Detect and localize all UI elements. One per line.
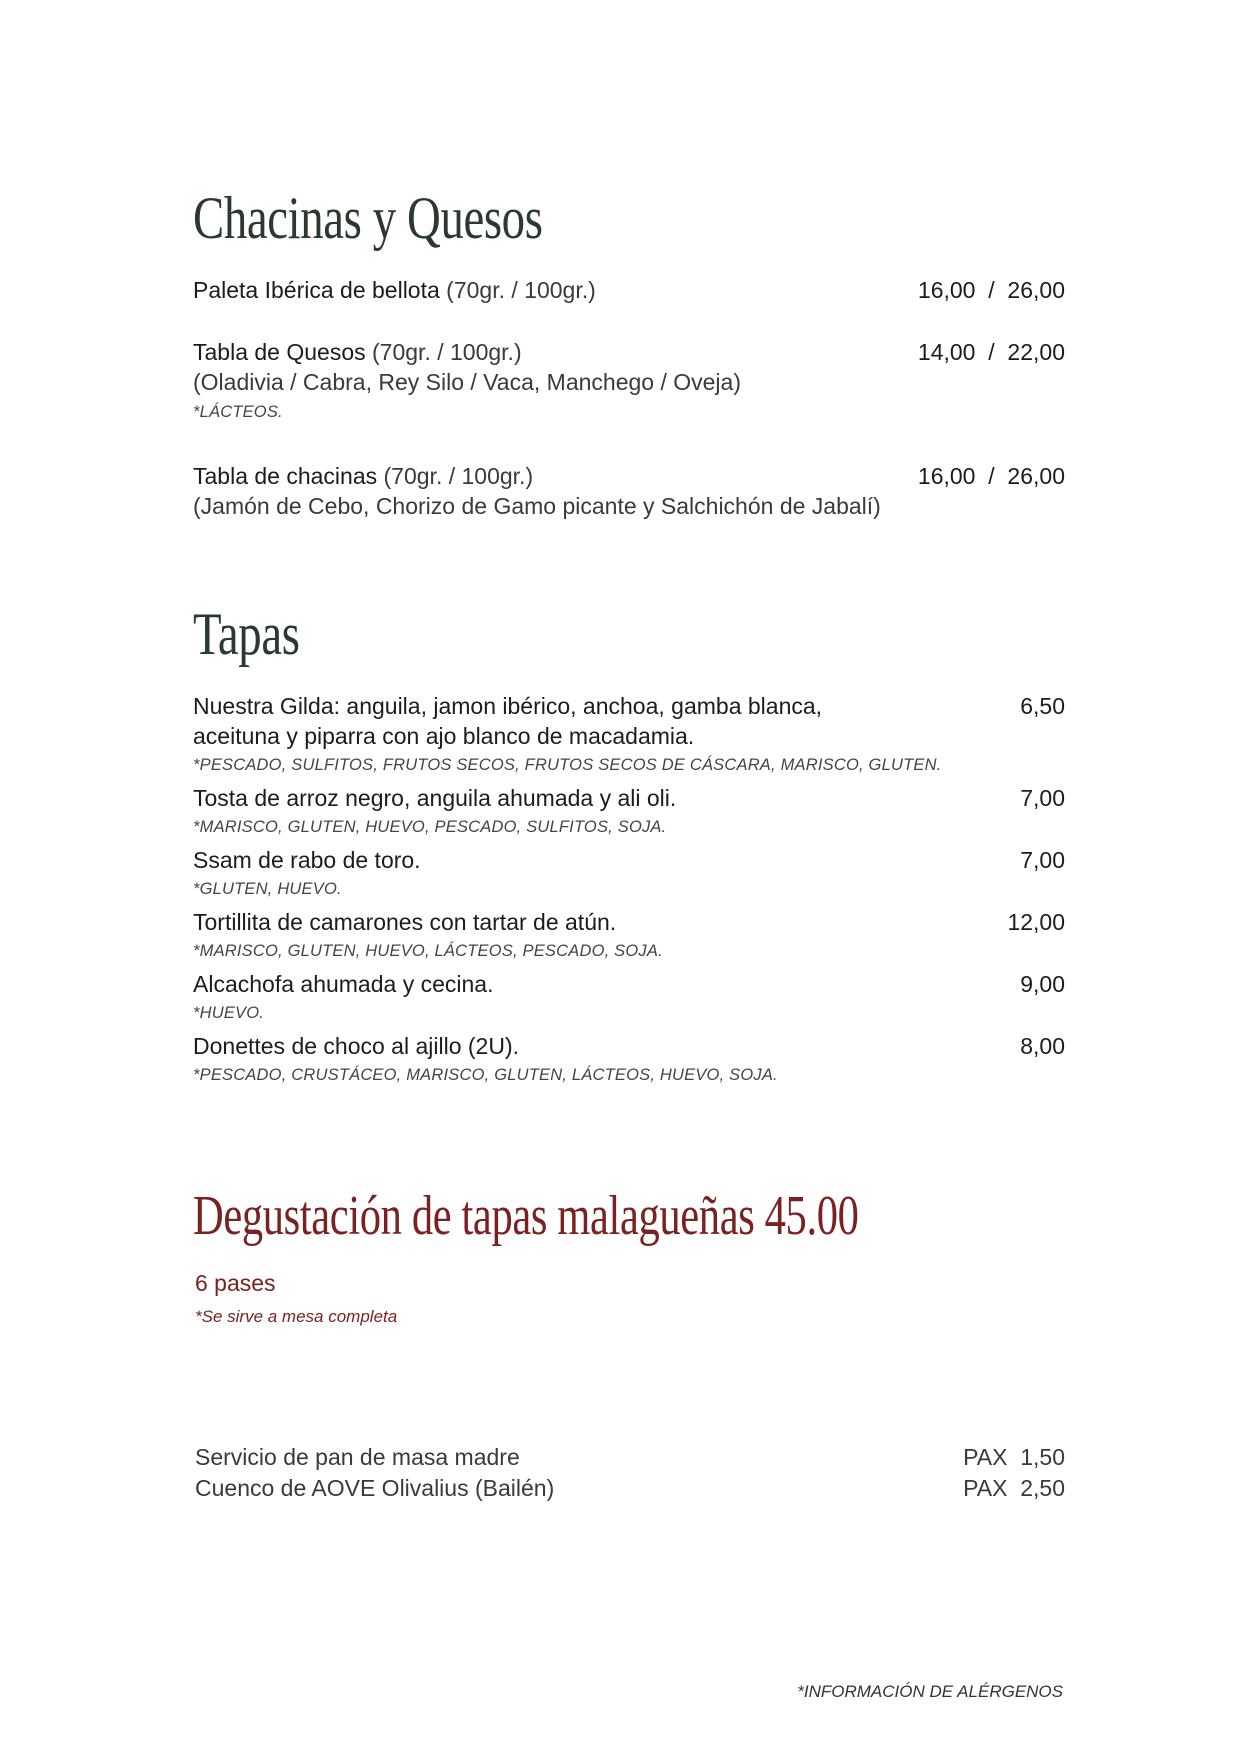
item-name: Tabla de Quesos bbox=[193, 339, 366, 365]
item-detail: (70gr. / 100gr.) bbox=[377, 463, 534, 489]
menu-item-gilda bbox=[193, 691, 1065, 776]
item-name: Alcachofa ahumada y cecina. bbox=[193, 971, 494, 997]
item-name: Tortillita de camarones con tartar de atún. bbox=[193, 909, 617, 935]
item-name: Cuenco de AOVE Olivalius (Bailén) bbox=[195, 1475, 555, 1501]
menu-item-alcachofa bbox=[193, 969, 1065, 1024]
section-title-tapas: Tapas bbox=[193, 601, 300, 667]
section-title-degustacion: Degustación de tapas malagueñas 45.00 bbox=[193, 1185, 859, 1247]
item-name: Servicio de pan de masa madre bbox=[195, 1444, 520, 1470]
degustacion-passes: 6 pases bbox=[195, 1270, 276, 1296]
item-name: Tabla de chacinas bbox=[193, 463, 378, 489]
item-price: PAX 2,50 bbox=[963, 1475, 1065, 1501]
item-price: 7,00 bbox=[1020, 785, 1065, 811]
item-allergens: *HUEVO. bbox=[193, 1004, 265, 1022]
extras-list bbox=[195, 1442, 1065, 1504]
menu-item-tabla-quesos bbox=[193, 337, 1065, 423]
menu-item-tabla-chacinas bbox=[193, 461, 1065, 521]
item-price: 16,00 / 26,00 bbox=[917, 277, 1065, 303]
item-name-continued: aceituna y piparra con ajo blanco de macadamia. bbox=[193, 723, 695, 749]
item-price: 12,00 bbox=[1007, 909, 1065, 935]
item-allergens: *PESCADO, SULFITOS, FRUTOS SECOS, FRUTOS SECOS DE CÁSCARA, MARISCO, GLUTEN. bbox=[193, 756, 942, 774]
menu-item-ssam bbox=[193, 845, 1065, 900]
item-name: Nuestra Gilda: anguila, jamon ibérico, anchoa, gamba blanca, bbox=[193, 693, 823, 719]
item-price: 6,50 bbox=[1020, 693, 1065, 719]
item-name: Donettes de choco al ajillo (2U). bbox=[193, 1033, 519, 1059]
section-title-chacinas: Chacinas y Quesos bbox=[193, 185, 543, 251]
item-name: Ssam de rabo de toro. bbox=[193, 847, 421, 873]
menu-item-tortillita bbox=[193, 907, 1065, 962]
item-name: Tosta de arroz negro, anguila ahumada y ali oli. bbox=[193, 785, 677, 811]
item-price: 9,00 bbox=[1020, 971, 1065, 997]
item-name: Paleta Ibérica de bellota bbox=[193, 277, 440, 303]
item-description: (Oladivia / Cabra, Rey Silo / Vaca, Manchego / Oveja) bbox=[193, 369, 741, 395]
degustacion-note: *Se sirve a mesa completa bbox=[195, 1307, 398, 1326]
menu-item-paleta bbox=[193, 275, 1065, 305]
item-detail: (70gr. / 100gr.) bbox=[439, 277, 596, 303]
item-allergens: *GLUTEN, HUEVO. bbox=[193, 880, 342, 898]
item-allergens: *MARISCO, GLUTEN, HUEVO, PESCADO, SULFITOS, SOJA. bbox=[193, 818, 667, 836]
extra-item-pan bbox=[195, 1442, 1065, 1473]
menu-item-tosta bbox=[193, 783, 1065, 838]
item-price: PAX 1,50 bbox=[963, 1444, 1065, 1470]
item-allergens: *PESCADO, CRUSTÁCEO, MARISCO, GLUTEN, LÁCTEOS, HUEVO, SOJA. bbox=[193, 1066, 778, 1084]
item-price: 7,00 bbox=[1020, 847, 1065, 873]
allergen-info-note: *INFORMACIÓN DE ALÉRGENOS bbox=[797, 1682, 1063, 1701]
item-price: 16,00 / 26,00 bbox=[917, 463, 1065, 489]
item-price: 8,00 bbox=[1020, 1033, 1065, 1059]
item-price: 14,00 / 22,00 bbox=[917, 339, 1065, 365]
item-detail: (70gr. / 100gr.) bbox=[365, 339, 522, 365]
extra-item-aove bbox=[195, 1473, 1065, 1504]
item-description: (Jamón de Cebo, Chorizo de Gamo picante y Salchichón de Jabalí) bbox=[193, 493, 881, 519]
item-allergens: *LÁCTEOS. bbox=[193, 403, 283, 421]
item-allergens: *MARISCO, GLUTEN, HUEVO, LÁCTEOS, PESCADO, SOJA. bbox=[193, 942, 663, 960]
menu-item-donettes bbox=[193, 1031, 1065, 1086]
